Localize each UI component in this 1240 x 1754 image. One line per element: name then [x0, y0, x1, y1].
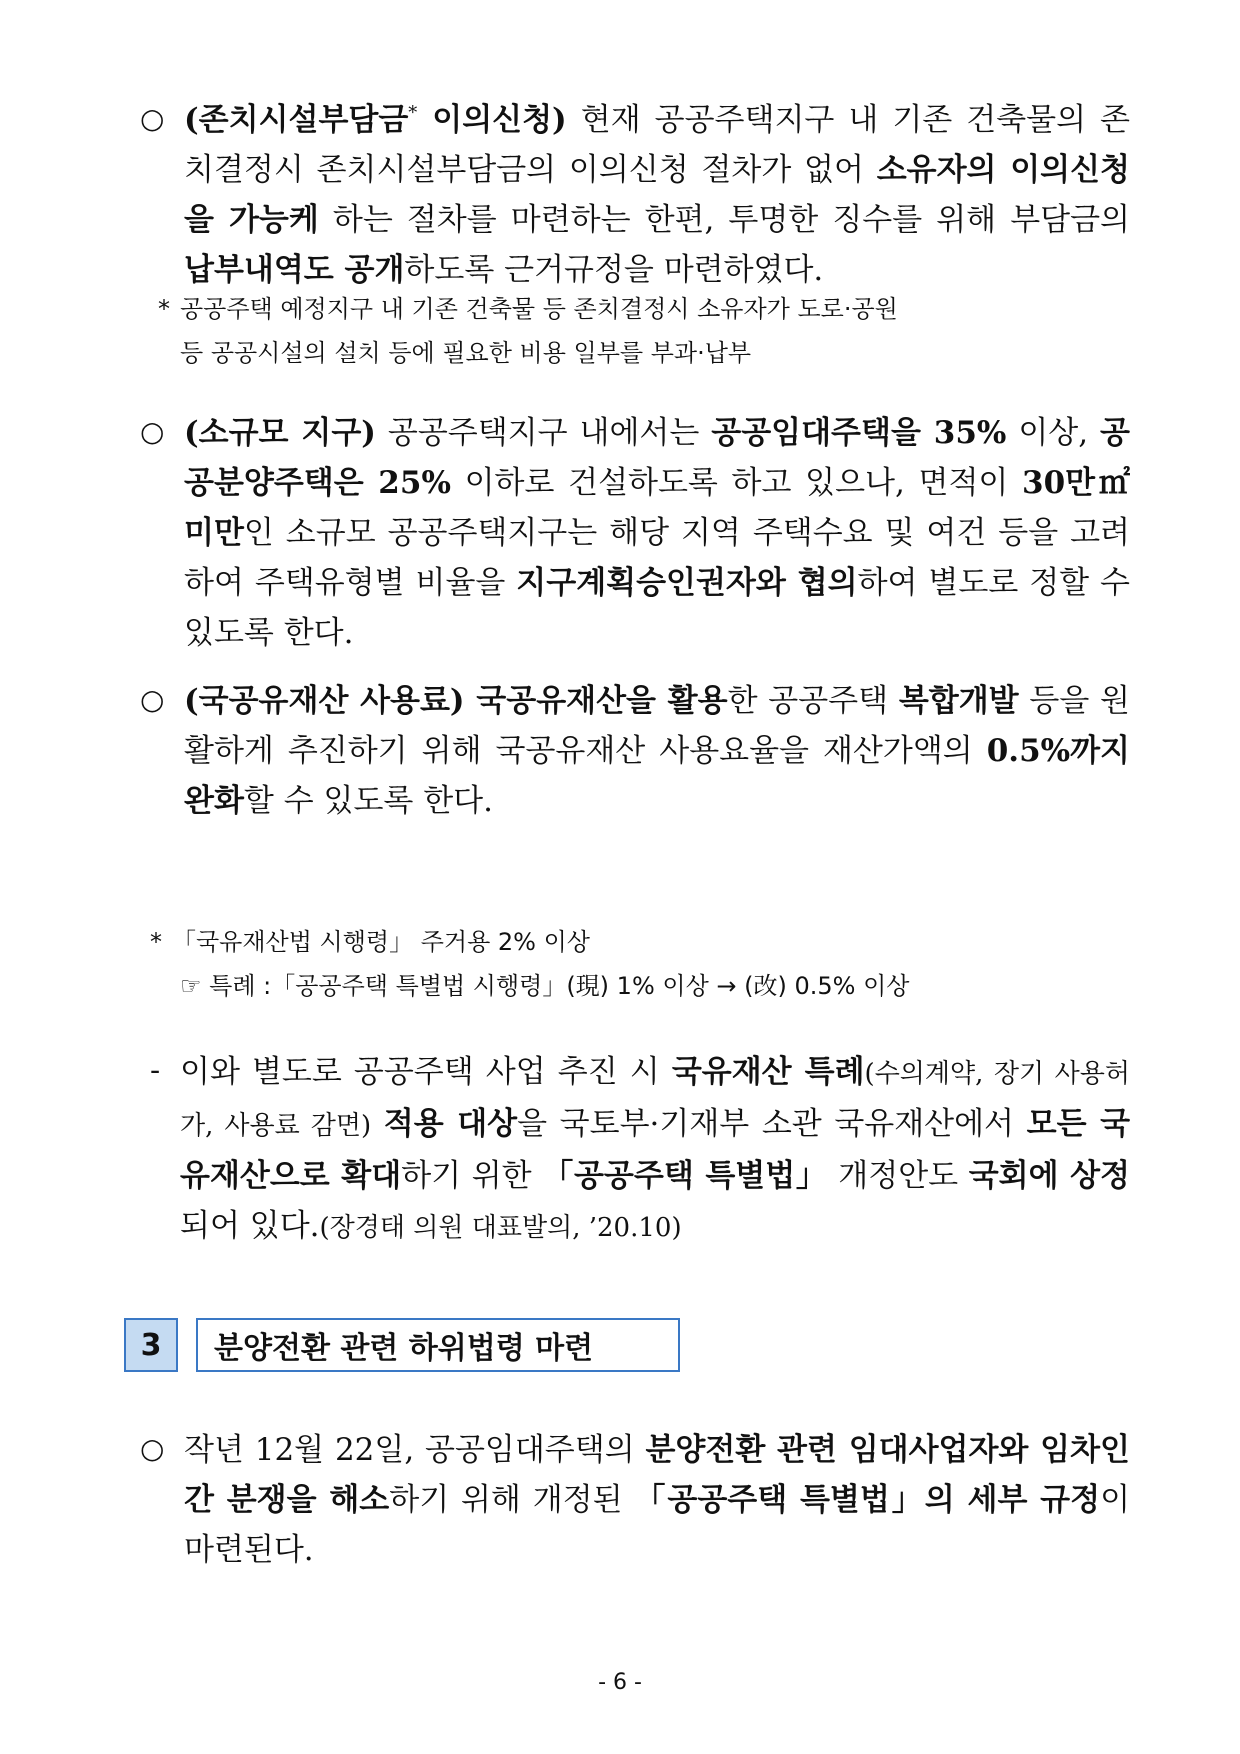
section-title: 분양전환 관련 하위법령 마련	[196, 1318, 680, 1372]
footnote-1-line-1: * 공공주택 예정지구 내 기존 건축물 등 존치결정시 소유자가 도로·공원	[158, 287, 1118, 331]
text-run: 이상,	[1006, 415, 1101, 451]
text-run: 현재 공공주택지구 내 기존 건축물의 존치결정시 존치시설부담금의 이의신청 절차가 없어	[184, 102, 1130, 188]
footnote-1-line-2: 등 공공시설의 설치 등에 필요한 비용 일부를 부과·납부	[180, 339, 752, 367]
text-run: 되어 있다.	[180, 1208, 320, 1244]
paragraph-4	[184, 1425, 1130, 1575]
text-run: 이와 별도로 공공주택 사업 추진 시	[180, 1054, 672, 1090]
bold-text-run: (국공유재산 사용료) 국공유재산을 활용	[184, 683, 728, 719]
bold-text-run: 복합개발	[898, 683, 1019, 719]
page-number: - 6 -	[598, 1670, 642, 1695]
footnote-2	[150, 920, 1110, 1008]
text-run	[371, 1106, 384, 1142]
bullet-mark: ○	[140, 415, 165, 448]
bullet-item-2	[140, 408, 1130, 658]
bold-text-run: 이의신청)	[417, 102, 567, 138]
bold-text-run: 지구계획승인권자와 협의	[516, 565, 858, 601]
text-run: 하기 위한	[401, 1158, 543, 1194]
footnote-2-line-2: ☞ 특례 :「공공주택 특별법 시행령」(現) 1% 이상 → (改) 0.5% 이상	[180, 972, 910, 1000]
bold-text-run: (소규모 지구)	[184, 415, 376, 451]
text-run: 한 공공주택	[727, 683, 899, 719]
text-run: (수의계약, 장기 사용허가, 사용료 감면)	[180, 1059, 1131, 1141]
bold-text-run: 납부내역도 공개	[184, 252, 405, 288]
bold-text-run: 분양전환 관련 임대사업자와 임차인 간 분쟁을 해소	[184, 1432, 1130, 1518]
bold-text-run: 0.5%까지 완화	[184, 733, 1130, 819]
paragraph-3	[184, 676, 1130, 826]
text-run: 하기 위해 개정된	[389, 1482, 635, 1518]
paragraph-1	[184, 95, 1130, 295]
bold-text-run: (존치시설부담금	[184, 102, 409, 138]
section-number-badge: 3	[124, 1318, 178, 1372]
text-run: 을 국토부·기재부 소관 국유재산에서	[517, 1106, 1027, 1142]
bold-text-run: 30만㎡ 미만	[184, 465, 1130, 551]
superscript-mark: *	[408, 102, 418, 124]
bold-text-run: 「공공주택 특별법」의 세부 규정	[634, 1482, 1101, 1518]
bold-text-run: 적용 대상	[383, 1106, 518, 1142]
text-run: 개정안도	[827, 1158, 969, 1194]
bold-text-run: 「공공주택 특별법」	[542, 1158, 828, 1194]
paragraph-dash	[180, 1047, 1130, 1253]
text-run: 인 소규모 공공주택지구는 해당 지역 주택수요 및 여건 등을 고려하여 주택유형별 비율을	[184, 515, 1130, 601]
text-run: 등을 원활하게 추진하기 위해 국공유재산 사용요율을 재산가액의	[184, 683, 1130, 769]
bullet-item-3	[140, 676, 1130, 826]
bold-text-run: 국유재산 특례	[671, 1054, 865, 1090]
bullet-mark: ○	[140, 1432, 165, 1465]
bullet-mark: ○	[140, 683, 165, 716]
paragraph-2	[184, 408, 1130, 658]
text-run: 이 마련된다.	[184, 1482, 1131, 1568]
footnote-1	[158, 287, 1118, 375]
bold-text-run: 국회에 상정	[968, 1158, 1131, 1194]
bold-text-run: 공공분양주택은 25%	[184, 415, 1130, 501]
asterisk-mark: *	[158, 295, 170, 323]
text-run: (장경태 의원 대표발의, ’20.10)	[319, 1213, 682, 1243]
bold-text-run: 공공임대주택을 35%	[711, 415, 1007, 451]
text-run: 공공주택지구 내에서는	[375, 415, 712, 451]
dash-mark: -	[150, 1053, 161, 1088]
bullet-item-1	[140, 95, 1130, 295]
text-run: 하여 별도로 정할 수 있도록 한다.	[184, 565, 1130, 651]
bullet-mark: ○	[140, 102, 165, 135]
bullet-item-4	[140, 1425, 1130, 1575]
text-run: 하도록 근거규정을 마련하였다.	[404, 252, 824, 288]
text-run: 이하로 건설하도록 하고 있으나, 면적이	[450, 465, 1023, 501]
text-run: 작년 12월 22일, 공공임대주택의	[184, 1432, 646, 1468]
dash-item	[150, 1047, 1130, 1253]
asterisk-mark: *	[150, 928, 162, 956]
bold-text-run: 소유자의 이의신청을 가능케	[184, 152, 1130, 238]
text-run: 하는 절차를 마련하는 한편, 투명한 징수를 위해 부담금의	[318, 202, 1130, 238]
bold-text-run: 모든 국유재산으로 확대	[180, 1106, 1131, 1194]
footnote-2-line-1: * 「국유재산법 시행령」 주거용 2% 이상	[150, 920, 1110, 964]
text-run: 할 수 있도록 한다.	[243, 783, 493, 819]
